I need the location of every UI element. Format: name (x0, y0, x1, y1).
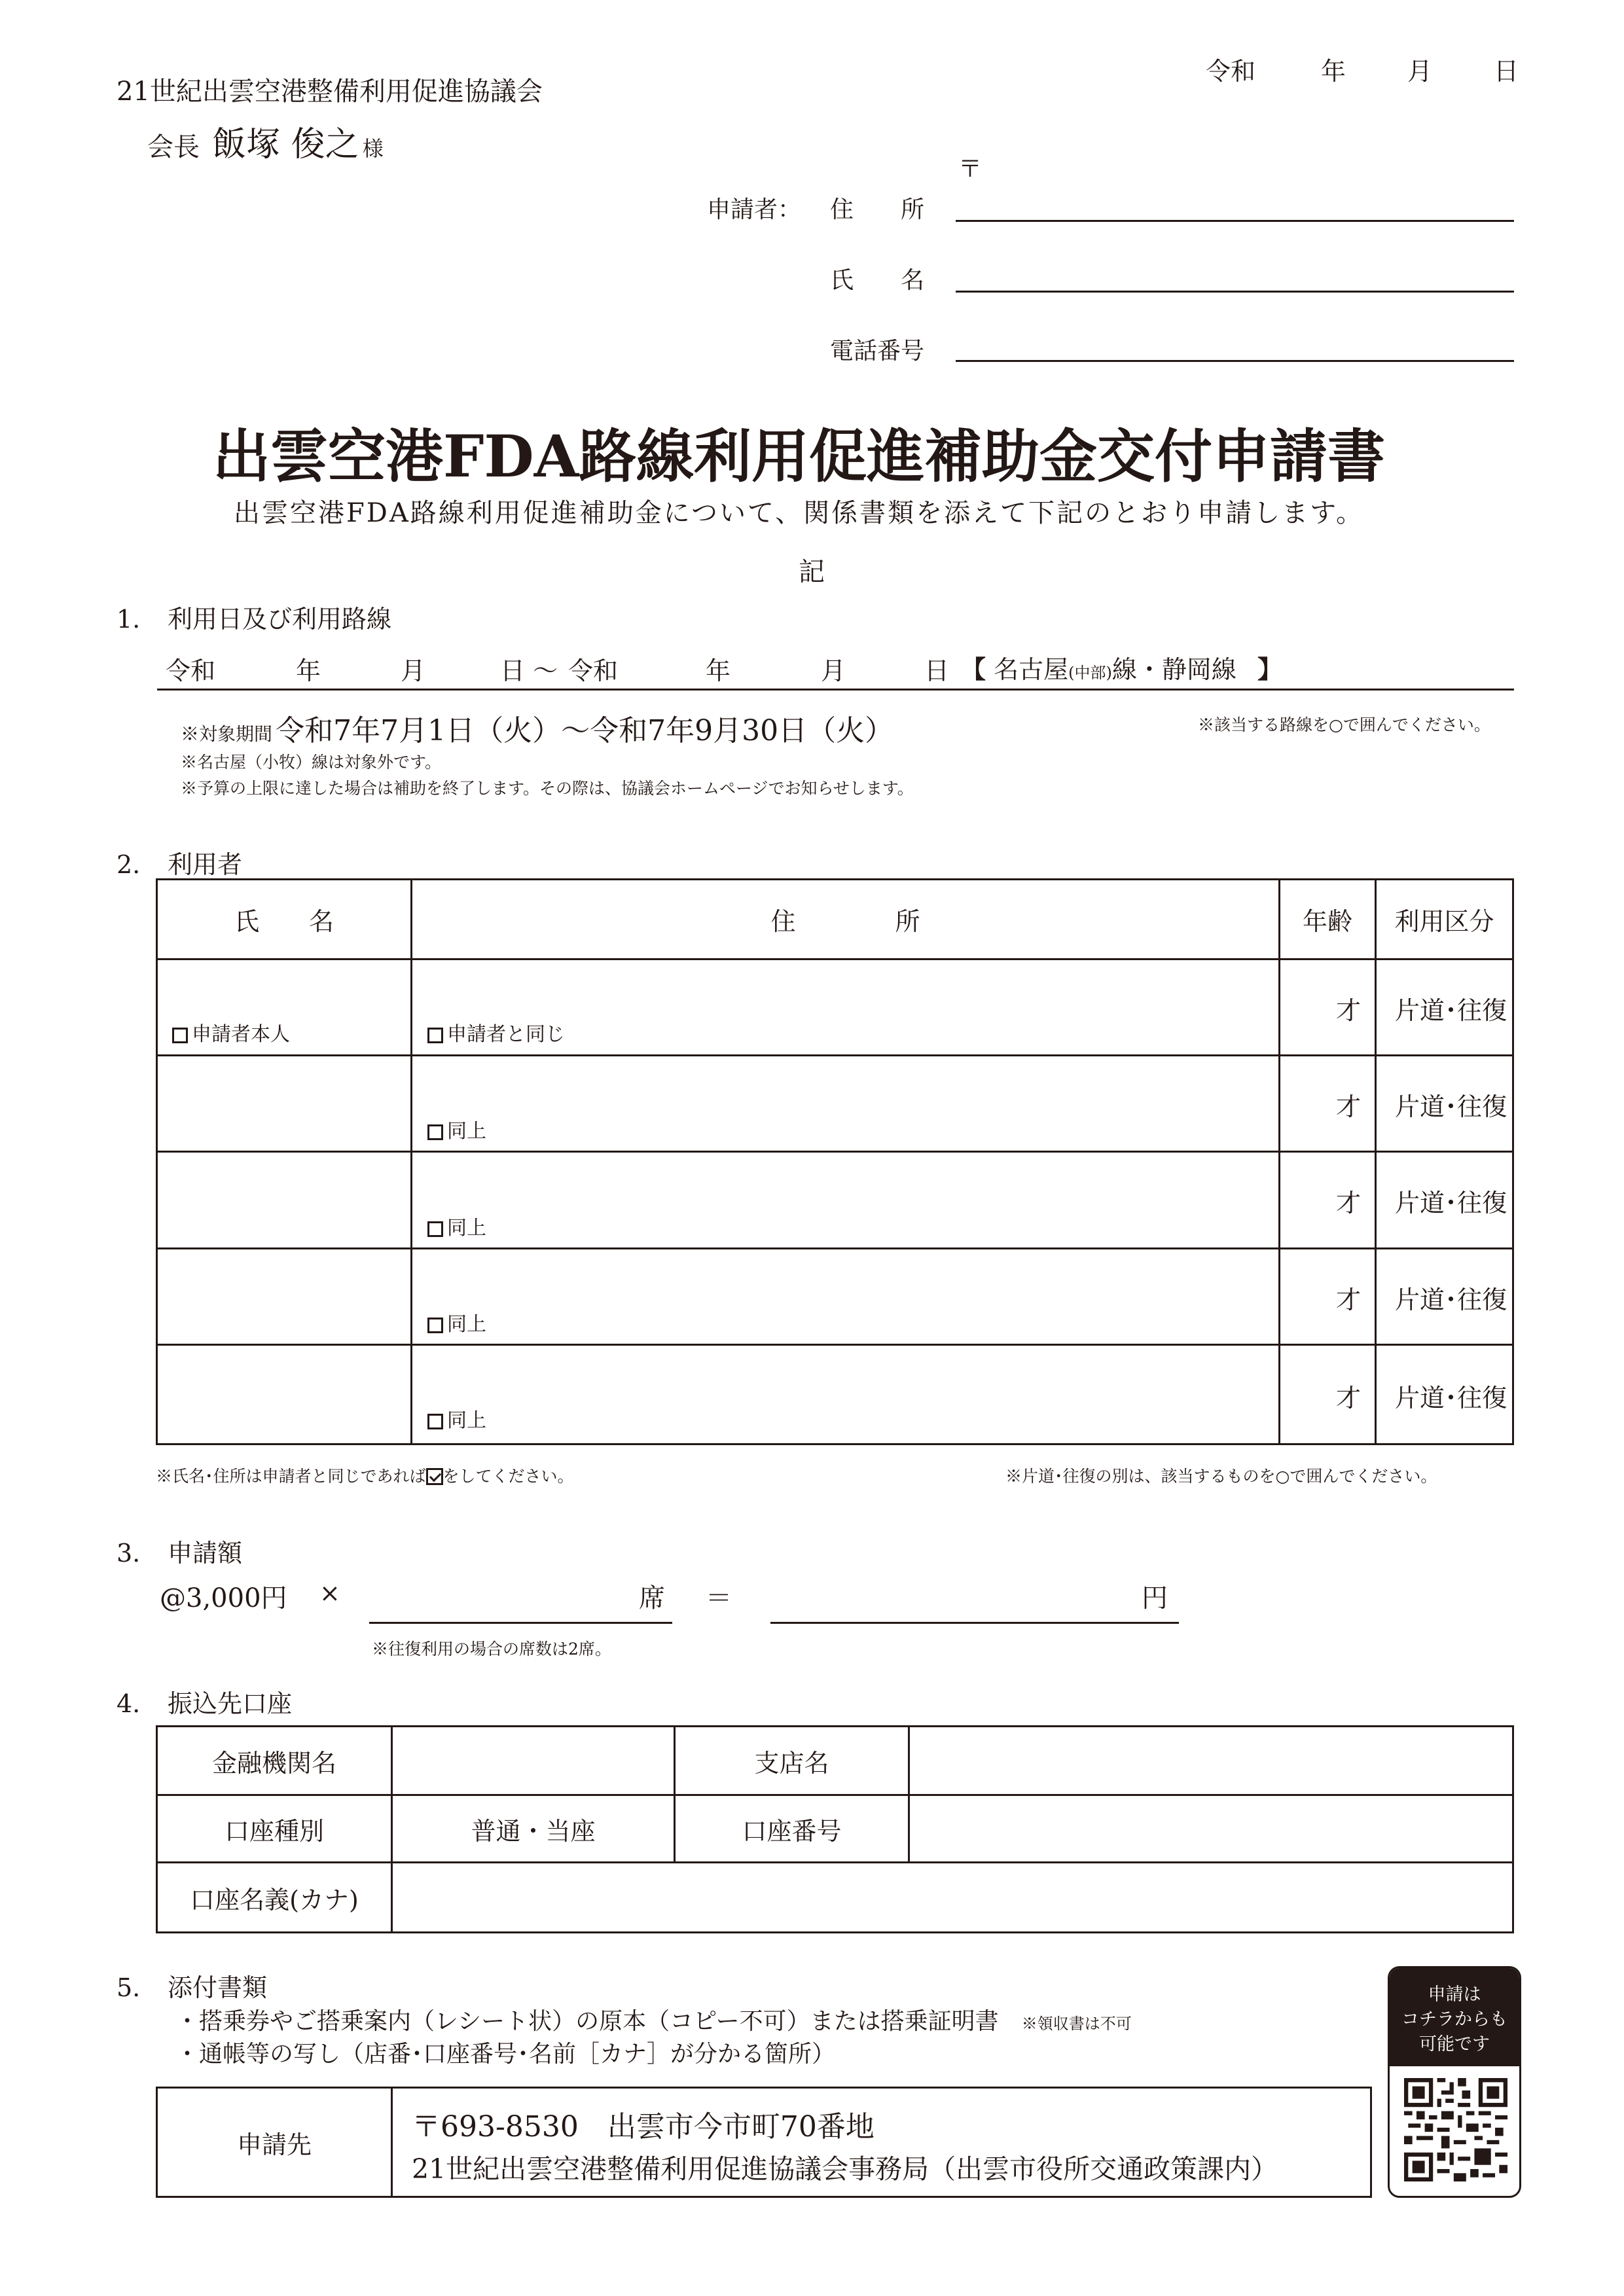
section5-heading: 5. 添付書類 (117, 1973, 268, 2002)
name-label: 氏 名 (830, 267, 925, 294)
equals-sign: ＝ (706, 1583, 732, 1613)
attachment-item-1: ・搭乗券やご搭乗案内（レシート状）の原本（コピー不可）または搭乗証明書 ※領収書は不可 (175, 2008, 1132, 2035)
page-title: 出雲空港FDA路線利用促進補助金交付申請書 (212, 422, 1386, 490)
usage-option[interactable]: 片道･往復 (1395, 1092, 1507, 1121)
same-above-checkbox[interactable]: 同上 (427, 1404, 486, 1433)
date-year: 年 (1321, 57, 1346, 86)
usage-option[interactable]: 片道･往復 (1395, 996, 1507, 1025)
submit-label: 申請先 (236, 2130, 312, 2159)
seats-note: ※往復利用の場合の席数は2席。 (372, 1640, 611, 1659)
same-above-checkbox[interactable]: 同上 (427, 1211, 486, 1240)
checkbox-note: ※氏名･住所は申請者と同じであれば をしてください。 (156, 1467, 574, 1486)
section4-heading: 4. 振込先口座 (117, 1689, 293, 1718)
attachment-item-2: ・通帳等の写し（店番･口座番号･名前［カナ］が分かる箇所） (175, 2041, 836, 2068)
submit-box (156, 2087, 1372, 2198)
use-date-from-year: 年 (296, 656, 321, 685)
recipient-organization: 21世紀出雲空港整備利用促進協議会 (117, 77, 543, 107)
route-note: ※該当する路線を○で囲んでください。 (1198, 715, 1490, 734)
header-address: 住 所 (770, 907, 920, 936)
checkmark-icon (426, 1468, 443, 1485)
route-selection[interactable]: 【 名古屋(中部)線・静岡線 】 (961, 655, 1282, 684)
postal-mark: 〒 (958, 156, 983, 183)
use-date-to-era: 令和 (568, 656, 619, 685)
qr-caption: 申請は コチラからも 可能です (1390, 1968, 1519, 2066)
self-checkbox[interactable]: 申請者本人 (172, 1018, 290, 1047)
usage-option[interactable]: 片道･往復 (1395, 1189, 1507, 1217)
same-as-applicant-checkbox[interactable]: 申請者と同じ (427, 1018, 565, 1047)
intro-text: 出雲空港FDA路線利用促進補助金について、関係書類を添えて下記のとおり申請します。 (234, 498, 1364, 528)
date-era: 令和 (1206, 57, 1256, 86)
branch-field[interactable] (910, 1727, 1512, 1794)
usage-note: ※片道･往復の別は、該当するものを○で囲んでください。 (1005, 1467, 1437, 1486)
section2-heading: 2. 利用者 (117, 850, 243, 879)
account-type-label: 口座種別 (224, 1816, 324, 1846)
applicant-phone-field[interactable] (956, 360, 1514, 362)
account-holder-label: 口座名義(カナ) (190, 1885, 359, 1914)
use-date-from-era: 令和 (166, 656, 216, 685)
recipient-line (147, 117, 384, 166)
use-date-to-day: 日 (924, 656, 950, 685)
account-number-label: 口座番号 (742, 1816, 842, 1846)
use-date-from-month: 月 (401, 656, 426, 685)
use-date-to-year: 年 (706, 656, 731, 685)
recipient-name: 飯塚 俊之 (212, 125, 359, 164)
same-above-checkbox[interactable]: 同上 (427, 1308, 486, 1336)
seats-unit: 席 (639, 1583, 665, 1613)
date-month: 月 (1407, 57, 1433, 86)
phone-label: 電話番号 (830, 338, 925, 365)
date-day: 日 (1494, 57, 1519, 86)
recipient-title: 会長 (147, 132, 200, 162)
account-type-options[interactable]: 普通・当座 (471, 1816, 596, 1846)
note-budget: ※予算の上限に達した場合は補助を終了します。その際は、協議会ホームページでお知らせします。 (181, 779, 914, 798)
applicant-label: 申請者： (707, 196, 802, 223)
use-date-from-day: 日 ～ (500, 656, 558, 685)
target-period: ※対象期間 令和7年7月1日（火）～令和7年9月30日（火） (181, 714, 894, 747)
recipient-honorific: 様 (362, 136, 384, 161)
bank-table (156, 1725, 1514, 1933)
applicant-name-field[interactable] (956, 291, 1514, 293)
account-number-field[interactable] (910, 1796, 1512, 1861)
bank-name-label: 金融機関名 (211, 1748, 336, 1778)
header-age: 年齢 (1302, 907, 1352, 936)
users-table (156, 878, 1514, 1445)
amount-field[interactable] (770, 1622, 1179, 1624)
address-label: 住 所 (830, 196, 925, 223)
branch-label: 支店名 (754, 1748, 829, 1778)
header-usage: 利用区分 (1394, 907, 1494, 936)
age-unit: 才 (1336, 1384, 1362, 1412)
bank-name-field[interactable] (393, 1727, 674, 1794)
unit-price: @3,000円 (160, 1583, 287, 1613)
qr-code-icon[interactable] (1404, 2078, 1507, 2181)
section1-heading: 1. 利用日及び利用路線 (117, 605, 392, 634)
age-unit: 才 (1336, 1285, 1362, 1314)
seats-field[interactable] (369, 1622, 672, 1624)
submit-office: 21世紀出雲空港整備利用促進協議会事務局（出雲市役所交通政策課内） (412, 2153, 1278, 2185)
header-name: 氏 名 (234, 907, 334, 936)
age-unit: 才 (1336, 1092, 1362, 1121)
section3-heading: 3. 申請額 (117, 1539, 243, 1568)
applicant-address-field[interactable] (956, 220, 1514, 222)
submit-address: 〒693-8530 出雲市今市町70番地 (412, 2110, 875, 2144)
same-above-checkbox[interactable]: 同上 (427, 1115, 486, 1143)
times-sign: × (319, 1579, 340, 1607)
use-date-to-month: 月 (821, 656, 846, 685)
use-date-line (157, 689, 1514, 691)
age-unit: 才 (1336, 1189, 1362, 1217)
usage-option[interactable]: 片道･往復 (1395, 1285, 1507, 1314)
note-komaki: ※名古屋（小牧）線は対象外です。 (181, 753, 442, 772)
usage-option[interactable]: 片道･往復 (1395, 1384, 1507, 1412)
account-holder-field[interactable] (393, 1863, 1512, 1931)
ki-mark: 記 (799, 557, 825, 587)
qr-box (1388, 1966, 1521, 2198)
yen-unit: 円 (1142, 1583, 1168, 1613)
age-unit: 才 (1336, 996, 1362, 1025)
